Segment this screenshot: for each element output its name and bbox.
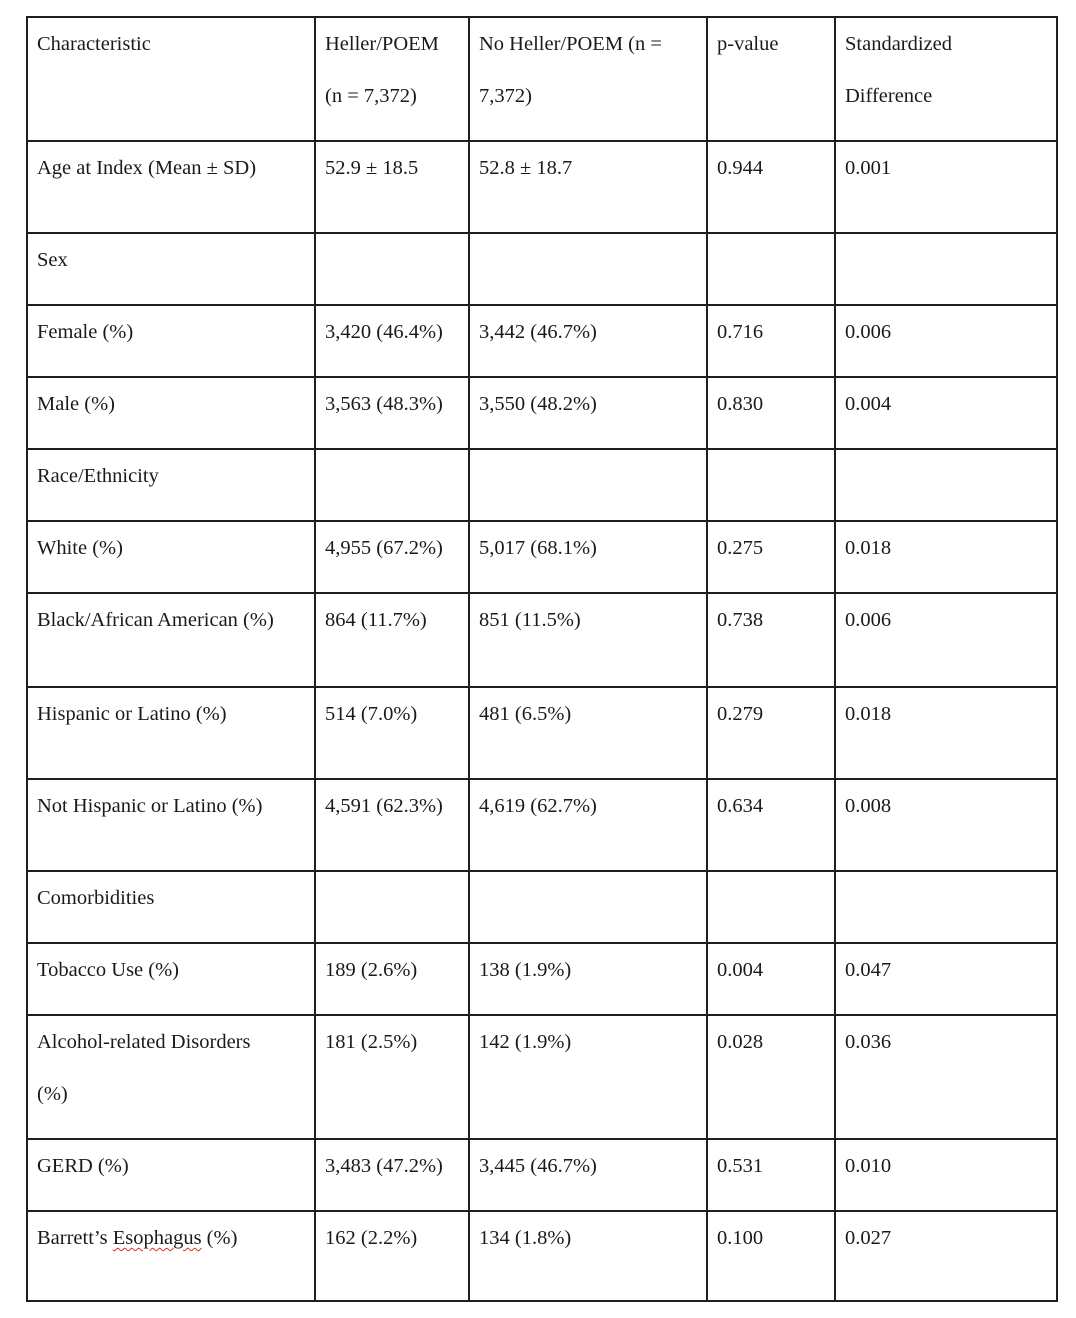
cell-std-diff: 0.008	[835, 779, 1057, 871]
cell-heller	[315, 871, 469, 943]
cell-heller: 3,420 (46.4%)	[315, 305, 469, 377]
cell-p-value: 0.275	[707, 521, 835, 593]
table-row	[27, 779, 1057, 871]
table-row	[27, 1139, 1057, 1211]
section-row	[27, 233, 1057, 305]
cell-no-heller: 3,550 (48.2%)	[469, 377, 707, 449]
cell-std-diff	[835, 871, 1057, 943]
cell-no-heller	[469, 233, 707, 305]
cell-std-diff: 0.018	[835, 521, 1057, 593]
cell-no-heller: 4,619 (62.7%)	[469, 779, 707, 871]
row-label: Black/African American (%)	[27, 593, 315, 687]
cell-p-value: 0.716	[707, 305, 835, 377]
table-row	[27, 943, 1057, 1015]
row-label: Age at Index (Mean ± SD)	[27, 141, 315, 233]
table-row	[27, 1015, 1057, 1139]
row-label: Tobacco Use (%)	[27, 943, 315, 1015]
row-label: Female (%)	[27, 305, 315, 377]
cell-heller: 52.9 ± 18.5	[315, 141, 469, 233]
cell-no-heller: 5,017 (68.1%)	[469, 521, 707, 593]
cell-heller: 3,563 (48.3%)	[315, 377, 469, 449]
cell-no-heller: 134 (1.8%)	[469, 1211, 707, 1301]
row-label: Hispanic or Latino (%)	[27, 687, 315, 779]
header-standardized-difference: Standardized Difference	[835, 17, 1057, 141]
section-label: Race/Ethnicity	[27, 449, 315, 521]
cell-no-heller: 138 (1.9%)	[469, 943, 707, 1015]
cell-p-value	[707, 871, 835, 943]
cell-p-value	[707, 449, 835, 521]
table-row	[27, 377, 1057, 449]
cell-p-value: 0.944	[707, 141, 835, 233]
cell-std-diff: 0.001	[835, 141, 1057, 233]
row-label: Male (%)	[27, 377, 315, 449]
misspelled-word[interactable]: Esophagus	[112, 1227, 202, 1249]
cell-heller: 514 (7.0%)	[315, 687, 469, 779]
cell-p-value	[707, 233, 835, 305]
cell-p-value: 0.531	[707, 1139, 835, 1211]
cell-no-heller: 3,442 (46.7%)	[469, 305, 707, 377]
table-row	[27, 521, 1057, 593]
label-part: Barrett’s	[37, 1227, 113, 1249]
cell-std-diff: 0.006	[835, 305, 1057, 377]
row-label: Not Hispanic or Latino (%)	[27, 779, 315, 871]
header-p-value: p-value	[707, 17, 835, 141]
cell-std-diff: 0.004	[835, 377, 1057, 449]
cell-p-value: 0.100	[707, 1211, 835, 1301]
cell-heller: 3,483 (47.2%)	[315, 1139, 469, 1211]
cell-p-value: 0.830	[707, 377, 835, 449]
header-characteristic: Characteristic	[27, 17, 315, 141]
cell-p-value: 0.634	[707, 779, 835, 871]
row-label	[27, 1211, 315, 1301]
cell-std-diff	[835, 233, 1057, 305]
cell-no-heller: 142 (1.9%)	[469, 1015, 707, 1139]
row-label: Alcohol-related Disorders (%)	[27, 1015, 315, 1139]
cell-heller: 189 (2.6%)	[315, 943, 469, 1015]
label-part: (%)	[201, 1227, 238, 1249]
cell-p-value: 0.028	[707, 1015, 835, 1139]
section-label: Comorbidities	[27, 871, 315, 943]
cell-std-diff: 0.047	[835, 943, 1057, 1015]
table-row	[27, 141, 1057, 233]
cell-heller: 162 (2.2%)	[315, 1211, 469, 1301]
section-row	[27, 871, 1057, 943]
section-row	[27, 449, 1057, 521]
row-label: White (%)	[27, 521, 315, 593]
cell-std-diff: 0.027	[835, 1211, 1057, 1301]
cell-heller: 4,955 (67.2%)	[315, 521, 469, 593]
table-row	[27, 305, 1057, 377]
cell-std-diff: 0.036	[835, 1015, 1057, 1139]
cell-p-value: 0.004	[707, 943, 835, 1015]
cell-heller: 4,591 (62.3%)	[315, 779, 469, 871]
row-label: GERD (%)	[27, 1139, 315, 1211]
cell-no-heller: 3,445 (46.7%)	[469, 1139, 707, 1211]
cell-p-value: 0.738	[707, 593, 835, 687]
cell-no-heller: 52.8 ± 18.7	[469, 141, 707, 233]
header-heller-poem: Heller/POEM (n = 7,372)	[315, 17, 469, 141]
table-row	[27, 687, 1057, 779]
cell-std-diff	[835, 449, 1057, 521]
table-row	[27, 593, 1057, 687]
cell-heller: 864 (11.7%)	[315, 593, 469, 687]
baseline-characteristics-table	[26, 16, 1058, 1302]
cell-heller	[315, 233, 469, 305]
cell-no-heller: 481 (6.5%)	[469, 687, 707, 779]
cell-heller: 181 (2.5%)	[315, 1015, 469, 1139]
cell-heller	[315, 449, 469, 521]
cell-std-diff: 0.010	[835, 1139, 1057, 1211]
header-no-heller-poem: No Heller/POEM (n = 7,372)	[469, 17, 707, 141]
cell-no-heller: 851 (11.5%)	[469, 593, 707, 687]
table-row	[27, 1211, 1057, 1301]
cell-no-heller	[469, 871, 707, 943]
cell-std-diff: 0.018	[835, 687, 1057, 779]
cell-p-value: 0.279	[707, 687, 835, 779]
section-label: Sex	[27, 233, 315, 305]
header-row	[27, 17, 1057, 141]
cell-std-diff: 0.006	[835, 593, 1057, 687]
cell-no-heller	[469, 449, 707, 521]
